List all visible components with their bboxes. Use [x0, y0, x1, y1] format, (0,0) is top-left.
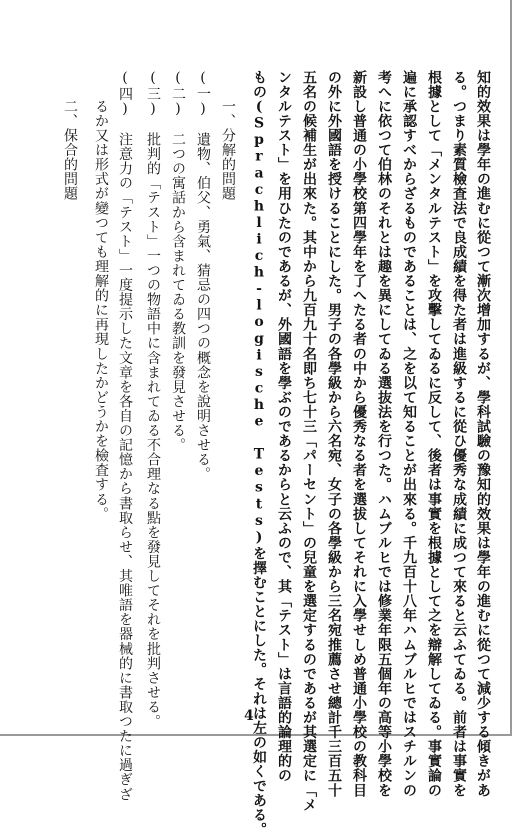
text-column-9: ンタルテスト」を用ひたのであるが、外國語を學ぶのであるからと云ふので、其「テスト」は言語的論理的の — [276, 70, 292, 783]
list-item-4-continuation: るか又は形式が變つても理解的に再現したかどうかを檢査する。 — [93, 70, 109, 522]
text-column-1: 知的效果は學年の進むに從つて漸次增加するが、學科試驗の豫知的效果は學年の進むに從つて減少する傾きがあ — [475, 70, 491, 798]
text-column-4: 遍に承認すべからざるものであることは、之を以て知ることが出來る。千九百十八年ハムブルヒではスチルンの — [401, 70, 417, 798]
section-heading-2: 二、保合的問題 — [62, 70, 78, 201]
text-column-3: 根據として「メンタルテスト」を攻擊してゐるに反して、後者は事實を根據として之を辯解してゐる。事實論の — [426, 70, 442, 798]
text-column-10: もの(Sprachlich-logische Tests)を擇むことにした。それは左の如くである。 — [251, 70, 267, 837]
text-column-2: る。つまり素質檢査法で良成績を得た者は進級するに從ひ優秀な成績に成つて來ると云ふてゐる。前者は事實を — [451, 70, 467, 798]
list-item-4: (四) 注意力の「テスト」一度提示した文章を各自の記憶から書取らせ、其唯語を器械的に書取つたに過ぎざ — [117, 70, 133, 802]
list-item-2: (二) 二つの寓話から含まれてゐる教訓を發見させる。 — [170, 70, 186, 453]
text-column-7: の外に外國語を授けることにした。男子の各學級から六名宛、女子の各學級から三名宛推薦させ總計千三百五十 — [326, 70, 342, 798]
text-column-5: 考へに依つて伯林のそれとは趣を異にしてゐる選抜法を行つた。ハムブルヒでは修業年限五個年の高等小學校を — [376, 70, 392, 798]
text-column-8: 五名の候補生が出來た。其中から九百九十名即ち七十三「パーセント」の兒童を選定するのであるが其選定に「メ — [301, 70, 317, 813]
section-heading-1: 一、分解的問題 — [220, 70, 236, 201]
text-column-6: 新設し普通の小學校第四學年を了へたる者の中から優秀なる者を選拔してそれに入學せしめ普通小學校の教科目 — [351, 70, 367, 798]
list-item-3: (三) 批判的「テスト」一つの物語中に含まれてゐる不合理なる點を發見してそれを批判させる。 — [145, 70, 161, 729]
list-item-1: (一) 遺物、伯父、勇氣、猜忌の四つの概念を說明させる。 — [195, 70, 211, 482]
page-number: 4 — [244, 708, 254, 724]
